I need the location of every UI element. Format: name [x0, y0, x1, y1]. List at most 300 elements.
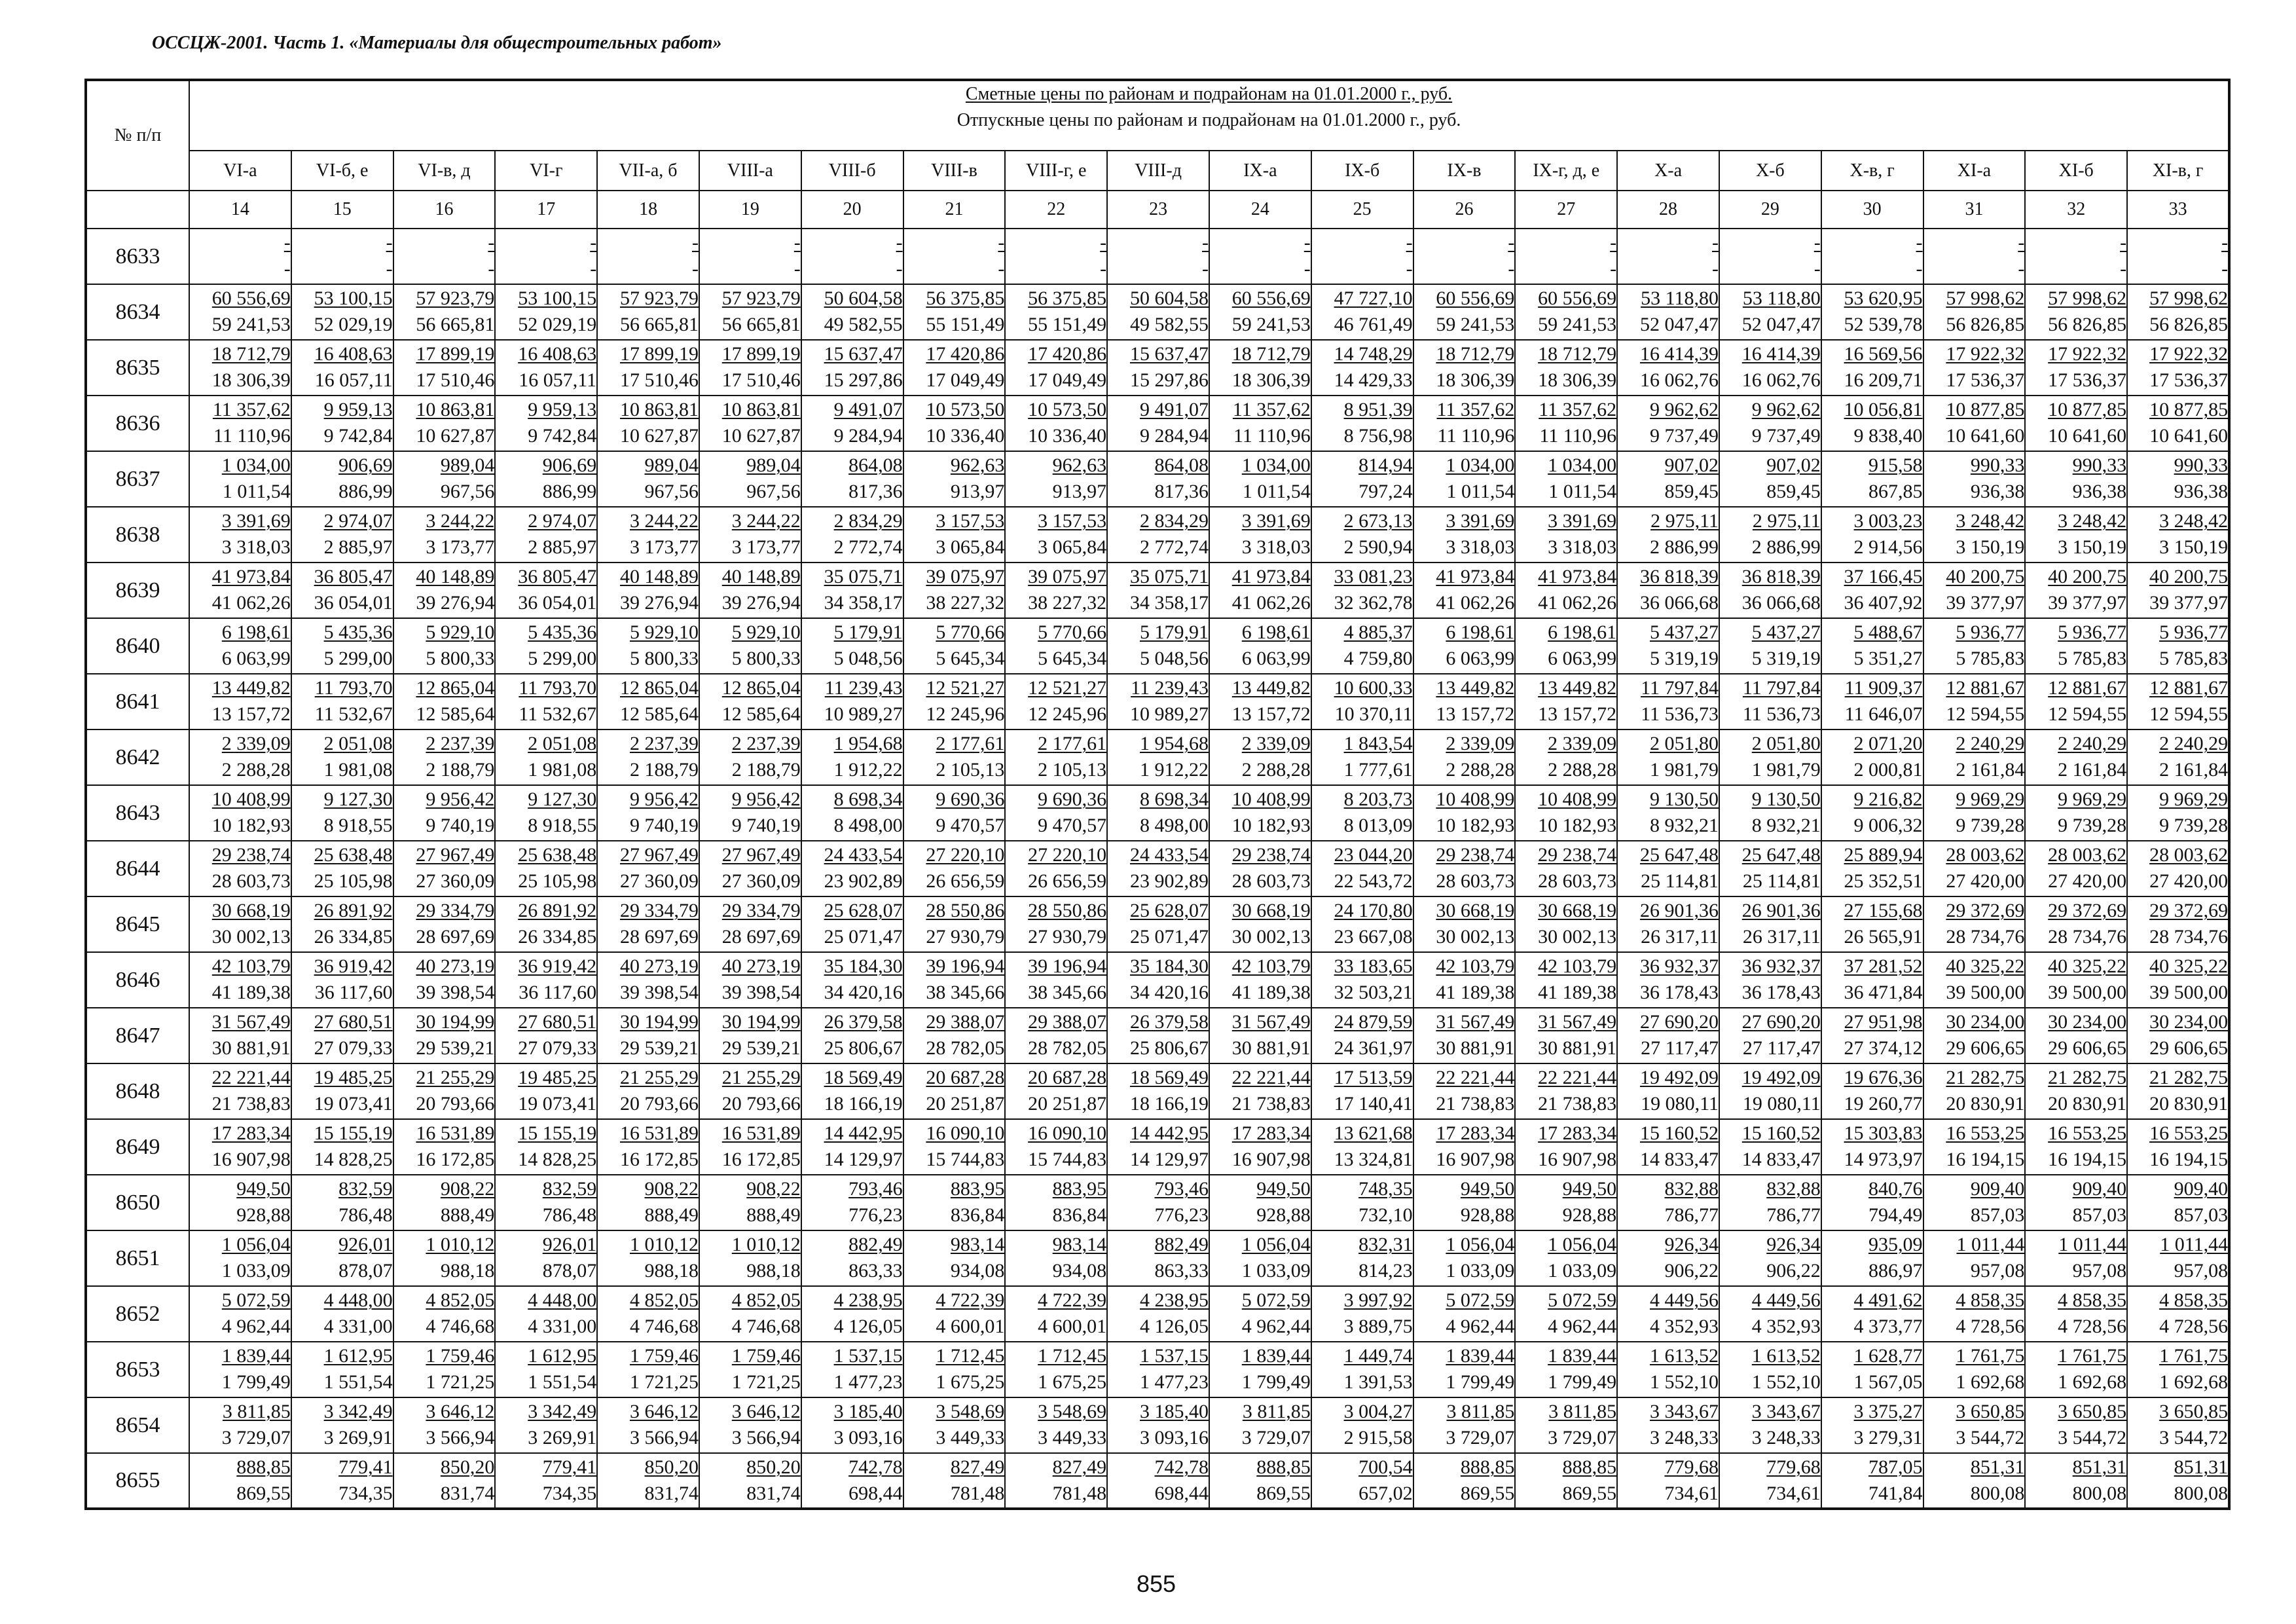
- price-cell: [1107, 1342, 1209, 1397]
- release-price: 1 799,49: [1548, 1371, 1617, 1393]
- price-cell: [393, 1453, 496, 1509]
- estimate-price: 1 010,12: [731, 1234, 801, 1255]
- estimate-price: 3 391,69: [221, 510, 291, 532]
- release-price: 3 729,07: [1548, 1427, 1617, 1449]
- release-price: 1 692,68: [2058, 1371, 2127, 1393]
- release-price: 39 377,97: [2048, 592, 2127, 614]
- price-cell: [1923, 785, 2026, 841]
- estimate-price: 5 929,10: [426, 621, 495, 643]
- release-price: 41 189,38: [211, 982, 291, 1003]
- price-cell: [699, 674, 801, 729]
- release-price: 36 054,01: [518, 592, 597, 614]
- release-price: 27 079,33: [518, 1037, 597, 1059]
- price-cell: [1617, 1008, 1719, 1063]
- release-price: 16 062,76: [1639, 369, 1719, 391]
- release-price: 967,56: [644, 481, 699, 502]
- price-cell: [1821, 1008, 1923, 1063]
- price-cell: [2127, 451, 2229, 507]
- release-price: 59 241,53: [1436, 314, 1515, 335]
- release-price: 1 981,79: [1751, 759, 1821, 781]
- estimate-price: 37 166,45: [1844, 566, 1923, 587]
- estimate-price: 827,49: [950, 1456, 1005, 1478]
- estimate-price: 1 537,15: [1139, 1345, 1209, 1367]
- estimate-price: 26 901,36: [1639, 900, 1719, 921]
- release-price: 36 066,68: [1741, 592, 1821, 614]
- item-number: 8641: [86, 674, 189, 729]
- estimate-price: 907,02: [1664, 454, 1719, 476]
- release-price: 1 981,08: [323, 759, 393, 781]
- estimate-price: 10 408,99: [1538, 788, 1617, 810]
- release-price: 41 189,38: [1231, 982, 1311, 1003]
- estimate-price: 50 604,58: [1129, 287, 1209, 309]
- release-price: 41 062,26: [1231, 592, 1311, 614]
- region-header: X-а: [1617, 151, 1719, 191]
- price-cell: [291, 1175, 393, 1230]
- price-cell: [597, 340, 699, 396]
- estimate-price: 832,88: [1766, 1178, 1821, 1200]
- release-price: 1 721,25: [731, 1371, 801, 1393]
- estimate-price: 2 834,29: [1139, 510, 1209, 532]
- price-cell: [291, 284, 393, 340]
- price-cell: [597, 1008, 699, 1063]
- estimate-price: 3 244,22: [731, 510, 801, 532]
- release-price: 36 054,01: [314, 592, 393, 614]
- estimate-price: 29 238,74: [211, 844, 291, 866]
- release-price: 41 062,26: [211, 592, 291, 614]
- release-price: 1 033,09: [1446, 1260, 1515, 1282]
- release-price: 52 539,78: [1844, 314, 1923, 335]
- estimate-price: 1 011,44: [2058, 1234, 2127, 1255]
- price-cell: [1719, 340, 1821, 396]
- price-cell: [291, 229, 393, 284]
- estimate-price: 3 342,49: [528, 1401, 597, 1422]
- column-number: 16: [393, 191, 496, 229]
- release-price: 4 728,56: [2159, 1316, 2229, 1337]
- price-cell: [801, 1453, 903, 1509]
- estimate-price: 27 690,20: [1639, 1011, 1719, 1033]
- estimate-price: 24 433,54: [1129, 844, 1209, 866]
- estimate-price: -: [2018, 232, 2025, 253]
- price-cell: [1719, 952, 1821, 1008]
- price-cell: [2127, 1063, 2229, 1119]
- release-price: 4 600,01: [936, 1316, 1005, 1337]
- price-cell: [495, 284, 597, 340]
- price-cell: [1005, 507, 1107, 563]
- column-number-blank: [86, 191, 189, 229]
- release-price: 857,03: [2072, 1204, 2127, 1226]
- release-price: 28 603,73: [1538, 870, 1617, 892]
- price-cell: [1107, 1008, 1209, 1063]
- price-cell: [2025, 896, 2127, 952]
- price-cell: [1617, 229, 1719, 284]
- release-price: 13 157,72: [1436, 703, 1515, 725]
- price-cell: [1107, 952, 1209, 1008]
- price-cell: [189, 507, 291, 563]
- estimate-price: 15 637,47: [1129, 343, 1209, 365]
- estimate-price: 39 075,97: [1028, 566, 1107, 587]
- item-number: 8651: [86, 1230, 189, 1286]
- price-cell: [699, 284, 801, 340]
- estimate-price: -: [1711, 232, 1719, 253]
- release-price: 10 641,60: [2149, 425, 2229, 447]
- price-cell: [189, 674, 291, 729]
- price-cell: [1821, 1119, 1923, 1175]
- release-price: 46 761,49: [1334, 314, 1413, 335]
- price-cell: [291, 1342, 393, 1397]
- price-cell: [2025, 1119, 2127, 1175]
- price-cell: [1107, 618, 1209, 674]
- estimate-price: 11 357,62: [212, 399, 291, 420]
- estimate-price: 10 877,85: [1946, 399, 2025, 420]
- release-price: 10 641,60: [1946, 425, 2025, 447]
- estimate-price: 25 628,07: [1129, 900, 1209, 921]
- price-cell: [597, 841, 699, 896]
- release-price: -: [1711, 258, 1719, 280]
- estimate-price: 5 936,77: [1956, 621, 2025, 643]
- release-price: 800,08: [2174, 1483, 2229, 1504]
- price-cell: [597, 729, 699, 785]
- release-price: 3 065,84: [1038, 536, 1107, 558]
- price-cell: [2127, 1286, 2229, 1342]
- release-price: 39 398,54: [619, 982, 699, 1003]
- price-cell: [1311, 1286, 1413, 1342]
- estimate-price: 1 843,54: [1343, 733, 1413, 754]
- release-price: 1 551,54: [528, 1371, 597, 1393]
- estimate-price: 17 922,32: [1946, 343, 2025, 365]
- release-price: 2 105,13: [936, 759, 1005, 781]
- estimate-price: 16 090,10: [926, 1122, 1005, 1144]
- price-cell: [495, 729, 597, 785]
- price-cell: [1923, 396, 2026, 451]
- item-number: 8639: [86, 563, 189, 618]
- release-price: 1 033,09: [1548, 1260, 1617, 1282]
- release-price: 16 194,15: [1946, 1149, 2025, 1170]
- price-cell: [495, 896, 597, 952]
- price-cell: [1821, 451, 1923, 507]
- region-header: IX-б: [1311, 151, 1413, 191]
- release-price: 857,03: [2174, 1204, 2229, 1226]
- estimate-price: 9 130,50: [1649, 788, 1719, 810]
- estimate-price: 12 521,27: [926, 677, 1005, 699]
- release-price: 934,08: [1052, 1260, 1107, 1282]
- release-price: 10 336,40: [1028, 425, 1107, 447]
- price-cell: [1005, 451, 1107, 507]
- price-cell: [393, 1286, 496, 1342]
- price-cell: [903, 1397, 1006, 1453]
- estimate-price: -: [1303, 232, 1311, 253]
- release-price: 3 544,72: [1956, 1427, 2025, 1449]
- price-cell: [1107, 507, 1209, 563]
- price-cell: [189, 1008, 291, 1063]
- item-number: 8642: [86, 729, 189, 785]
- price-cell: [1515, 563, 1617, 618]
- price-cell: [189, 1453, 291, 1509]
- price-cell: [1617, 1063, 1719, 1119]
- estimate-price: 850,20: [746, 1456, 801, 1478]
- estimate-price: 16 531,89: [416, 1122, 495, 1144]
- release-price: 25 114,81: [1641, 870, 1719, 892]
- release-price: 4 962,44: [1446, 1316, 1515, 1337]
- release-price: -: [896, 258, 903, 280]
- price-cell: [291, 841, 393, 896]
- price-cell: [1005, 841, 1107, 896]
- estimate-price: 41 973,84: [211, 566, 291, 587]
- estimate-price: 36 919,42: [518, 955, 597, 977]
- release-price: 34 420,16: [1129, 982, 1209, 1003]
- estimate-price: 30 234,00: [2048, 1011, 2127, 1033]
- price-cell: [1515, 1063, 1617, 1119]
- price-cell: [1209, 785, 1311, 841]
- price-cell: [903, 1342, 1006, 1397]
- estimate-price: 16 408,63: [314, 343, 393, 365]
- price-cell: [1005, 1063, 1107, 1119]
- release-price: -: [1100, 258, 1107, 280]
- release-price: 26 334,85: [518, 926, 597, 948]
- estimate-price: 40 273,19: [721, 955, 801, 977]
- region-header: VIII-г, е: [1005, 151, 1107, 191]
- release-price: 888,49: [644, 1204, 699, 1226]
- release-price: 39 398,54: [416, 982, 495, 1003]
- estimate-price: 40 148,89: [416, 566, 495, 587]
- estimate-price: 35 184,30: [824, 955, 903, 977]
- price-cell: [801, 563, 903, 618]
- price-cell: [1005, 1175, 1107, 1230]
- price-cell: [1923, 618, 2026, 674]
- region-header: VI-а: [189, 151, 291, 191]
- release-price: 734,61: [1766, 1483, 1821, 1504]
- release-price: 36 066,68: [1639, 592, 1719, 614]
- estimate-price: 3 157,53: [936, 510, 1005, 532]
- release-price: 26 334,85: [314, 926, 393, 948]
- estimate-price: 21 282,75: [1946, 1067, 2025, 1088]
- price-cell: [1617, 340, 1719, 396]
- release-price: -: [1610, 258, 1617, 280]
- price-cell: [597, 1286, 699, 1342]
- price-cell: [1719, 841, 1821, 896]
- release-price: 27 374,12: [1844, 1037, 1923, 1059]
- release-price: 5 800,33: [731, 648, 801, 669]
- price-cell: [1209, 1175, 1311, 1230]
- price-cell: [291, 674, 393, 729]
- estimate-price: 1 761,75: [2159, 1345, 2229, 1367]
- price-cell: [903, 229, 1006, 284]
- price-cell: [1311, 841, 1413, 896]
- column-number: 21: [903, 191, 1006, 229]
- release-price: 11 110,96: [1539, 425, 1617, 447]
- estimate-price: 2 177,61: [936, 733, 1005, 754]
- release-price: 3 279,31: [1853, 1427, 1923, 1449]
- estimate-price: 4 449,56: [1649, 1289, 1719, 1311]
- price-cell: [597, 1342, 699, 1397]
- estimate-price: 57 923,79: [721, 287, 801, 309]
- estimate-price: 27 220,10: [1028, 844, 1107, 866]
- estimate-price: -: [1916, 232, 1923, 253]
- column-number: 20: [801, 191, 903, 229]
- release-price: 4 746,68: [426, 1316, 495, 1337]
- estimate-price: 983,14: [950, 1234, 1005, 1255]
- region-header: VIII-б: [801, 151, 903, 191]
- estimate-price: 3 248,42: [1956, 510, 2025, 532]
- price-cell: [1209, 396, 1311, 451]
- estimate-price: 1 011,44: [1956, 1234, 2025, 1255]
- price-cell: [1617, 1397, 1719, 1453]
- estimate-price: 908,22: [440, 1178, 495, 1200]
- release-price: 1 799,49: [221, 1371, 291, 1393]
- price-cell: [495, 618, 597, 674]
- release-price: 9 006,32: [1853, 815, 1923, 836]
- release-price: 56 665,81: [416, 314, 495, 335]
- region-header: XI-в, г: [2127, 151, 2229, 191]
- estimate-price: 1 839,44: [1241, 1345, 1311, 1367]
- price-cell: [189, 229, 291, 284]
- price-cell: [801, 507, 903, 563]
- release-price: 988,18: [644, 1260, 699, 1282]
- estimate-price: 29 372,69: [2149, 900, 2229, 921]
- price-cell: [1617, 952, 1719, 1008]
- release-price: 4 962,44: [221, 1316, 291, 1337]
- price-cell: [189, 396, 291, 451]
- estimate-price: 17 513,59: [1334, 1067, 1413, 1088]
- price-cell: [393, 952, 496, 1008]
- estimate-price: 15 160,52: [1639, 1122, 1719, 1144]
- estimate-price: 33 081,23: [1334, 566, 1413, 587]
- release-price: 11 110,96: [213, 425, 291, 447]
- price-cell: [495, 1063, 597, 1119]
- release-price: 1 011,54: [222, 481, 291, 502]
- release-price: 16 194,15: [2048, 1149, 2127, 1170]
- release-price: 2 886,99: [1649, 536, 1719, 558]
- release-price: 11 536,73: [1641, 703, 1719, 725]
- price-cell: [1923, 284, 2026, 340]
- column-number-row: [86, 191, 2229, 229]
- release-price: 9 737,49: [1751, 425, 1821, 447]
- estimate-price: 3 548,69: [936, 1401, 1005, 1422]
- release-price: 2 772,74: [833, 536, 903, 558]
- price-cell: [699, 1063, 801, 1119]
- estimate-price: 1 628,77: [1853, 1345, 1923, 1367]
- release-price: 19 260,77: [1844, 1093, 1923, 1115]
- estimate-price: 31 567,49: [211, 1011, 291, 1033]
- estimate-price: 2 237,39: [426, 733, 495, 754]
- release-price: 6 063,99: [1241, 648, 1311, 669]
- region-header: VII-а, б: [597, 151, 699, 191]
- release-price: 14 129,97: [824, 1149, 903, 1170]
- price-cell: [1923, 1397, 2026, 1453]
- price-cell: [189, 1175, 291, 1230]
- release-price: 1 799,49: [1446, 1371, 1515, 1393]
- region-header: XI-а: [1923, 151, 2026, 191]
- release-price: 4 962,44: [1241, 1316, 1311, 1337]
- estimate-price: 2 834,29: [833, 510, 903, 532]
- price-cell: [1311, 507, 1413, 563]
- estimate-price: 56 375,85: [926, 287, 1005, 309]
- estimate-price: 29 238,74: [1231, 844, 1311, 866]
- estimate-price: 26 379,58: [824, 1011, 903, 1033]
- price-cell: [2127, 1453, 2229, 1509]
- price-cell: [1515, 1119, 1617, 1175]
- price-cell: [1719, 507, 1821, 563]
- release-price: 8 013,09: [1343, 815, 1413, 836]
- estimate-price: 10 863,81: [721, 399, 801, 420]
- estimate-price: -: [1201, 232, 1209, 253]
- table-row: [86, 451, 2229, 507]
- release-price: 1 033,09: [221, 1260, 291, 1282]
- release-price: 5 048,56: [1139, 648, 1209, 669]
- release-price: 21 738,83: [1231, 1093, 1311, 1115]
- release-price: 1 477,23: [1139, 1371, 1209, 1393]
- price-cell: [1311, 896, 1413, 952]
- release-price: 863,33: [1154, 1260, 1209, 1282]
- column-number: 27: [1515, 191, 1617, 229]
- price-cell: [291, 1230, 393, 1286]
- price-cell: [189, 952, 291, 1008]
- estimate-price: 40 148,89: [619, 566, 699, 587]
- estimate-price: 53 620,95: [1844, 287, 1923, 309]
- estimate-price: 3 811,85: [1242, 1401, 1311, 1422]
- table-row: [86, 1397, 2229, 1453]
- price-cell: [393, 1230, 496, 1286]
- estimate-price: 40 325,22: [2048, 955, 2127, 977]
- price-cell: [699, 1008, 801, 1063]
- price-cell: [1107, 785, 1209, 841]
- estimate-price: 851,31: [2072, 1456, 2127, 1478]
- table-row: [86, 618, 2229, 674]
- price-cell: [2127, 1008, 2229, 1063]
- release-price: 11 532,67: [314, 703, 393, 725]
- estimate-price: 990,33: [2072, 454, 2127, 476]
- release-price: 4 746,68: [731, 1316, 801, 1337]
- price-cell: [903, 1175, 1006, 1230]
- estimate-price: 4 238,95: [833, 1289, 903, 1311]
- estimate-price: 35 184,30: [1129, 955, 1209, 977]
- release-price: 1 011,54: [1548, 481, 1617, 502]
- price-cell: [1821, 618, 1923, 674]
- price-cell: [2025, 451, 2127, 507]
- estimate-price: 39 196,94: [1028, 955, 1107, 977]
- item-number: 8653: [86, 1342, 189, 1397]
- estimate-price: 1 839,44: [221, 1345, 291, 1367]
- release-price: 41 189,38: [1436, 982, 1515, 1003]
- estimate-price: 8 698,34: [1139, 788, 1209, 810]
- price-cell: [699, 229, 801, 284]
- release-price: 869,55: [1256, 1483, 1311, 1504]
- estimate-price: 11 357,62: [1232, 399, 1311, 420]
- estimate-price: 47 727,10: [1334, 287, 1413, 309]
- release-price: 4 331,00: [323, 1316, 393, 1337]
- estimate-price: 16 408,63: [518, 343, 597, 365]
- price-cell: [1821, 896, 1923, 952]
- release-price: 10 627,87: [416, 425, 495, 447]
- price-cell: [597, 1119, 699, 1175]
- price-cell: [1617, 1230, 1719, 1286]
- release-price: 786,48: [338, 1204, 393, 1226]
- release-price: 20 793,66: [721, 1093, 801, 1115]
- price-cell: [1413, 229, 1516, 284]
- release-price: 9 739,28: [2058, 815, 2127, 836]
- release-price: 9 740,19: [629, 815, 699, 836]
- column-number: 32: [2025, 191, 2127, 229]
- price-cell: [1107, 1119, 1209, 1175]
- release-price: 28 734,76: [1946, 926, 2025, 948]
- estimate-price: 926,01: [338, 1234, 393, 1255]
- release-price: 1 675,25: [936, 1371, 1005, 1393]
- price-cell: [903, 1230, 1006, 1286]
- release-price: 836,84: [1052, 1204, 1107, 1226]
- estimate-price: 888,85: [1460, 1456, 1515, 1478]
- release-price: 913,97: [950, 481, 1005, 502]
- region-header-row: [86, 151, 2229, 191]
- release-price: 9 739,28: [1956, 815, 2025, 836]
